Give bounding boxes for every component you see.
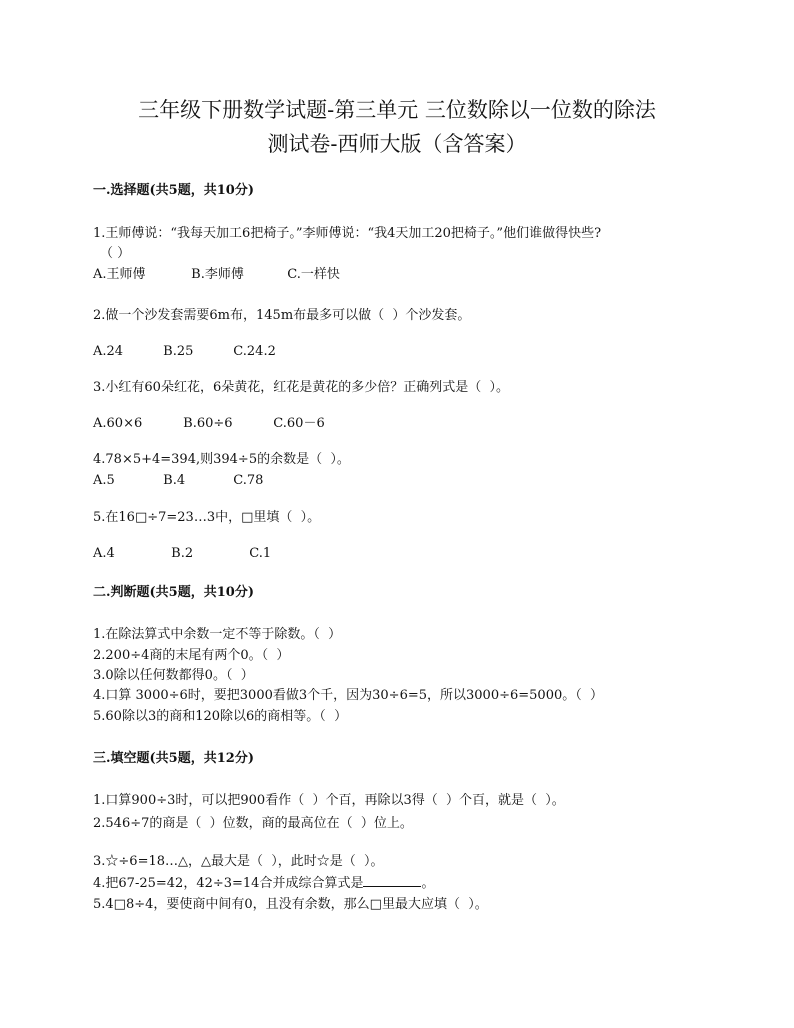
page-title-line2: 测试卷-西师大版（含答案） bbox=[267, 132, 527, 156]
option-a: A.王师傅 bbox=[93, 267, 146, 282]
judgement-item-1: 1.在除法算式中余数一定不等于除数。（ ） bbox=[93, 627, 342, 642]
option-b: B.李师傅 bbox=[191, 267, 244, 282]
question-5-text: 5.在16□÷7=23…3中，□里填（ ）。 bbox=[93, 510, 321, 525]
question-3-options bbox=[93, 415, 325, 433]
option-b: B.4 bbox=[163, 473, 186, 488]
answer-blank bbox=[363, 874, 421, 887]
fill-item-4 bbox=[93, 874, 434, 893]
judgement-item-5: 5.60除以3的商和120除以6的商相等。（ ） bbox=[93, 709, 348, 724]
option-b: B.25 bbox=[163, 344, 194, 359]
section-heading-judgement: 二.判断题(共5题，共10分) bbox=[93, 585, 254, 600]
option-c: C.60－6 bbox=[273, 416, 325, 431]
option-c: C.78 bbox=[233, 473, 264, 488]
fill-item-1: 1.口算900÷3时，可以把900看作（ ）个百，再除以3得（ ）个百，就是（ ）。 bbox=[93, 793, 565, 808]
section-heading-choice: 一.选择题(共5题，共10分) bbox=[93, 183, 254, 198]
option-a: A.24 bbox=[93, 344, 124, 359]
fill-item-3: 3.☆÷6=18…△，△最大是（ ），此时☆是（ ）。 bbox=[93, 854, 384, 869]
option-a: A.5 bbox=[93, 473, 115, 488]
fill-item-5: 5.4□8÷4，要使商中间有0，且没有余数，那么□里最大应填（ ）。 bbox=[93, 897, 488, 912]
option-b: B.2 bbox=[171, 546, 194, 561]
judgement-item-3: 3.0除以任何数都得0。（ ） bbox=[93, 668, 254, 683]
section-heading-fill-blank: 三.填空题(共5题，共12分) bbox=[93, 751, 254, 766]
question-3-text: 3.小红有60朵红花，6朵黄花，红花是黄花的多少倍？正确列式是（ ）。 bbox=[93, 380, 509, 395]
question-4-options bbox=[93, 472, 263, 490]
option-c: C.一样快 bbox=[287, 267, 340, 282]
question-2-text: 2.做一个沙发套需要6m布，145m布最多可以做（ ）个沙发套。 bbox=[93, 308, 471, 323]
option-b: B.60÷6 bbox=[183, 416, 233, 431]
fill-item-2: 2.546÷7的商是（ ）位数，商的最高位在（ ）位上。 bbox=[93, 816, 413, 831]
question-4-text: 4.78×5+4=394,则394÷5的余数是（ ）。 bbox=[93, 452, 350, 467]
option-a: A.60×6 bbox=[93, 416, 143, 431]
option-a: A.4 bbox=[93, 546, 115, 561]
question-2-options bbox=[93, 343, 276, 361]
page-title-line1: 三年级下册数学试题-第三单元 三位数除以一位数的除法 bbox=[138, 98, 656, 122]
question-1-text-cont: （ ） bbox=[100, 246, 131, 261]
option-c: C.1 bbox=[249, 546, 272, 561]
judgement-item-4: 4.口算 3000÷6时，要把3000看做3个千，因为30÷6=5，所以3000÷6=5000。（ ） bbox=[93, 688, 603, 703]
judgement-item-2: 2.200÷4商的末尾有两个0。（ ） bbox=[93, 648, 290, 663]
question-1-options bbox=[93, 266, 340, 284]
option-c: C.24.2 bbox=[233, 344, 276, 359]
fill-item-4-end: 。 bbox=[421, 876, 435, 891]
fill-item-4-text: 4.把67-25=42，42÷3=14合并成综合算式是 bbox=[93, 876, 364, 891]
question-1-text: 1.王师傅说：“我每天加工6把椅子。”李师傅说：“我4天加工20把椅子。”他们谁做得快些? bbox=[93, 226, 602, 241]
question-5-options bbox=[93, 545, 271, 563]
